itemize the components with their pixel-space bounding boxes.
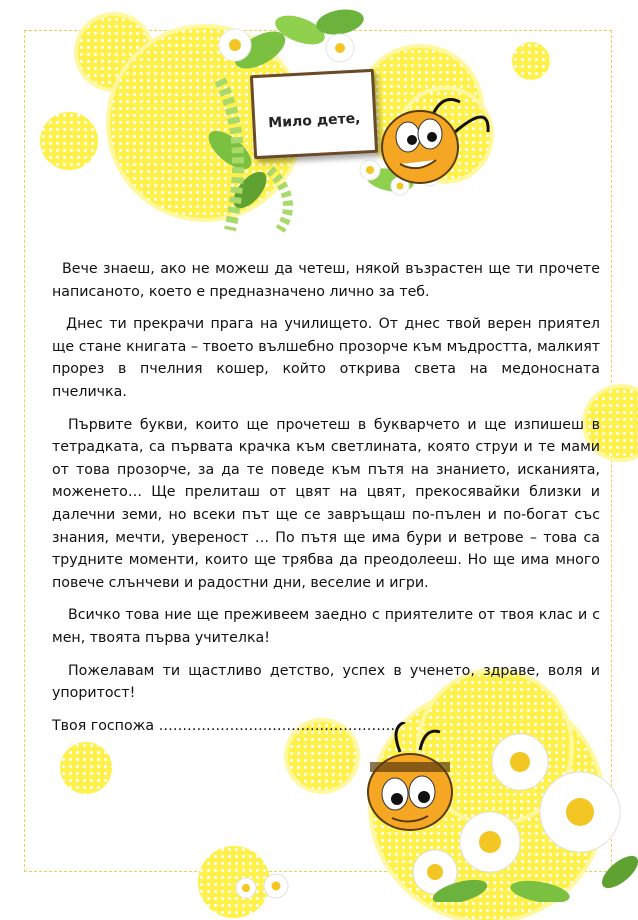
letter-body: [52, 258, 600, 747]
leaf-icon: [430, 850, 638, 902]
greeting-title: Мило дете,: [267, 110, 361, 132]
bottom-decoration: [340, 722, 638, 902]
dot-circle: [60, 742, 112, 794]
bee-icon: [368, 722, 452, 830]
paragraph: Днес ти прекрачи прага на училището. От днес твой верен приятел ще стане книгата – твоето вълшебно прозорче към мъдростта, малкият прорез в пчелния кошер, който открива света на медоносната пчеличка.: [52, 316, 600, 400]
dot-circle: [40, 112, 98, 170]
paragraph: Първите букви, които ще прочетеш в букварчето и ще изпишеш в тетрадката, са първата крачка към светлината, която струи и те мами от това прозорче, за да те поведе към пътя на знанието, исканията, моженето… Ще прелиташ от цвят на цвят, прекосявайки близки и далечни земи, но всеки път ще се завръщаш по-пълен и по-богат със знания, мечти, увереност … По пътя ще има бури и ветрове – това са трудните моменти, които ще трябва да преодолееш. Но ще има много повече слънчеви и радостни дни, веселие и игри.: [52, 416, 600, 591]
bee-icon: [360, 92, 510, 202]
signature: Твоя госпожа ……………………………………………: [52, 717, 400, 734]
bottom-left-daisies: [232, 872, 302, 902]
paragraph: Вече знаеш, ако не можеш да четеш, някой възрастен ще ти прочете написаното, което е предназначено лично за теб.: [52, 261, 600, 300]
paragraph: Пожелавам ти щастливо детство, успех в ученето, здраве, воля и упоритост!: [52, 662, 600, 702]
greeting-card: [250, 69, 378, 159]
paragraph: Всичко това ние ще преживеем заедно с приятелите от твоя клас и с мен, твоята първа учителка!: [52, 607, 600, 646]
daisy-icon: [236, 874, 288, 898]
